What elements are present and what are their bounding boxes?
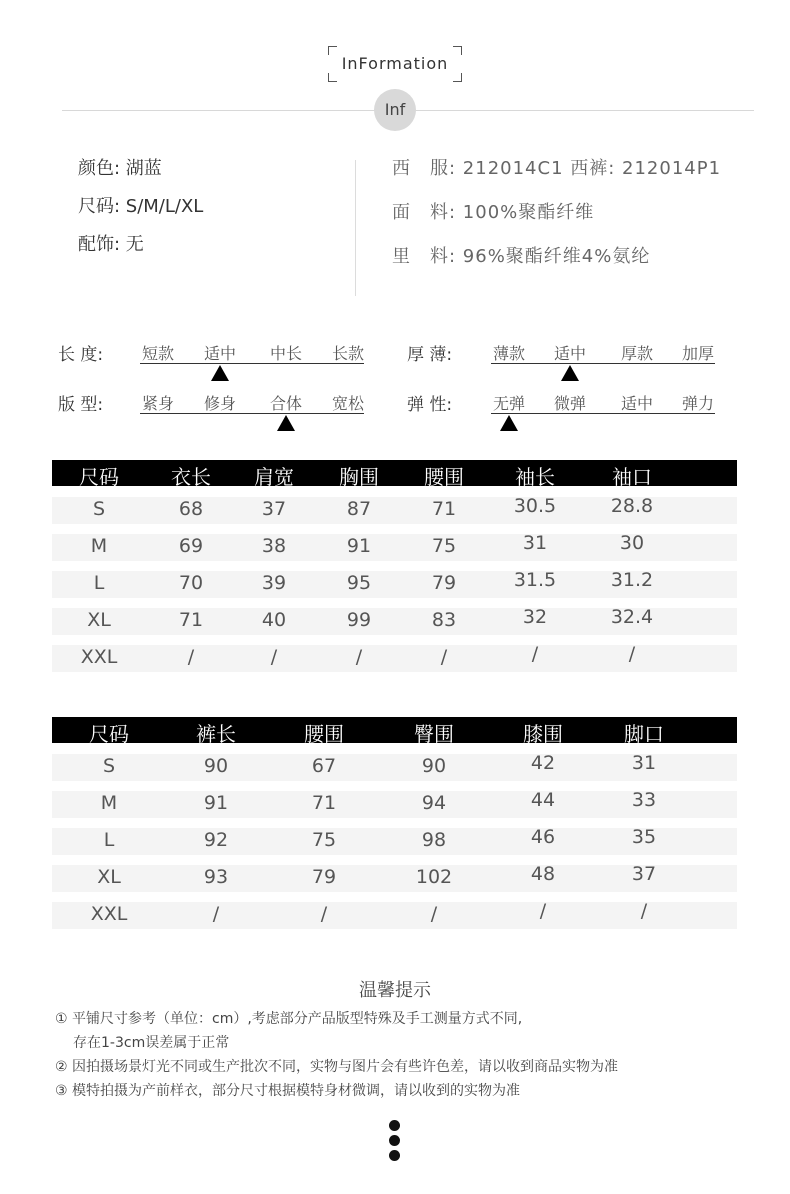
table-row: [52, 828, 737, 855]
scale-option-stretch-1: 微弹: [553, 394, 587, 413]
pants-header-0: 尺码: [89, 722, 129, 746]
jacket-cell-3-6: 32.4: [610, 606, 654, 628]
notes-title: 温馨提示: [359, 980, 431, 1001]
scale-option-thickness-2: 厚款: [620, 344, 654, 363]
table-row: [52, 645, 737, 672]
jacket-cell-0-6: 28.8: [610, 495, 654, 517]
pants-header-1: 裤长: [196, 722, 236, 746]
pants-header-3: 臀围: [414, 722, 454, 746]
jacket-cell-1-2: 38: [261, 535, 287, 557]
pants-cell-1-1: 91: [203, 792, 229, 814]
scale-label-stretch: 弹 性:: [407, 395, 453, 415]
jacket-cell-4-0: XXL: [80, 646, 118, 668]
pants-cell-0-5: 31: [631, 752, 657, 774]
jacket-cell-3-5: 32: [522, 606, 548, 628]
jacket-cell-4-1: /: [187, 646, 195, 668]
note-line-3: ② 因拍摄场景灯光不同或生产批次不同，实物与图片会有些许色差，请以收到商品实物为准: [55, 1059, 618, 1075]
jacket-cell-4-3: /: [355, 646, 363, 668]
pants-cell-1-4: 44: [530, 789, 556, 811]
jacket-cell-2-6: 31.2: [610, 569, 654, 591]
jacket-cell-3-1: 71: [178, 609, 204, 631]
jacket-header-row: [52, 460, 737, 489]
table-row: [52, 534, 737, 561]
pants-cell-0-1: 90: [203, 755, 229, 777]
scale-option-fit-3: 宽松: [331, 394, 365, 413]
pants-cell-3-2: 79: [311, 866, 337, 888]
jacket-cell-2-4: 79: [431, 572, 457, 594]
info-style-number: 西 服: 212014C1 西裤: 212014P1: [392, 158, 722, 179]
pants-cell-3-5: 37: [631, 863, 657, 885]
table-row: [52, 754, 737, 781]
scale-option-length-2: 中长: [269, 344, 303, 363]
scale-marker-stretch: [500, 415, 518, 431]
scale-label-fit: 版 型:: [58, 395, 104, 415]
pants-cell-1-3: 94: [421, 792, 447, 814]
pants-cell-3-4: 48: [530, 863, 556, 885]
note-line-1: ① 平铺尺寸参考（单位：cm）,考虑部分产品版型特殊及手工测量方式不同,: [55, 1011, 523, 1027]
table-row: [52, 608, 737, 635]
jacket-cell-3-3: 99: [346, 609, 372, 631]
pants-cell-2-2: 75: [311, 829, 337, 851]
scale-line-length: [140, 363, 364, 364]
more-dot-3: [389, 1150, 400, 1161]
scale-option-thickness-3: 加厚: [681, 344, 715, 363]
jacket-cell-1-5: 31: [522, 532, 548, 554]
jacket-cell-0-1: 68: [178, 498, 204, 520]
info-divider: [355, 160, 356, 296]
jacket-header-3: 胸围: [339, 465, 379, 489]
jacket-cell-0-3: 87: [346, 498, 372, 520]
scale-option-length-1: 适中: [203, 344, 237, 363]
table-row: [52, 865, 737, 892]
scale-marker-thickness: [561, 365, 579, 381]
pants-cell-3-3: 102: [415, 866, 453, 888]
pants-cell-4-2: /: [320, 903, 328, 925]
pants-cell-4-0: XXL: [90, 903, 128, 925]
scale-line-stretch: [491, 413, 715, 414]
table-row: [52, 791, 737, 818]
jacket-header-4: 腰围: [424, 465, 464, 489]
jacket-cell-2-5: 31.5: [513, 569, 557, 591]
jacket-cell-1-3: 91: [346, 535, 372, 557]
scale-label-thickness: 厚 薄:: [407, 345, 453, 365]
scale-marker-length: [211, 365, 229, 381]
jacket-cell-0-0: S: [92, 498, 106, 520]
jacket-header-0: 尺码: [79, 465, 119, 489]
pants-cell-0-3: 90: [421, 755, 447, 777]
section-title-frame: [328, 46, 462, 82]
pants-header-5: 脚口: [624, 722, 664, 746]
jacket-cell-0-4: 71: [431, 498, 457, 520]
pants-cell-4-3: /: [430, 903, 438, 925]
jacket-cell-4-6: /: [628, 643, 636, 665]
scale-option-fit-1: 修身: [203, 394, 237, 413]
section-title: InFormation: [341, 54, 449, 73]
jacket-cell-2-0: L: [93, 572, 105, 594]
info-color: 颜色: 湖蓝: [78, 158, 162, 179]
jacket-cell-3-0: XL: [87, 609, 111, 631]
scale-option-fit-2: 合体: [269, 394, 303, 413]
pants-cell-3-1: 93: [203, 866, 229, 888]
pants-cell-2-3: 98: [421, 829, 447, 851]
scale-option-stretch-0: 无弹: [492, 394, 526, 413]
info-accessory: 配饰: 无: [78, 234, 144, 255]
jacket-cell-1-1: 69: [178, 535, 204, 557]
pants-cell-0-2: 67: [311, 755, 337, 777]
info-badge: Inf: [374, 89, 416, 131]
jacket-cell-1-6: 30: [619, 532, 645, 554]
pants-cell-2-4: 46: [530, 826, 556, 848]
jacket-cell-4-2: /: [270, 646, 278, 668]
scale-option-length-3: 长款: [331, 344, 365, 363]
pants-cell-4-1: /: [212, 903, 220, 925]
scale-option-stretch-3: 弹力: [681, 394, 715, 413]
info-sizes: 尺码: S/M/L/XL: [78, 196, 204, 217]
jacket-cell-0-5: 30.5: [513, 495, 557, 517]
jacket-cell-1-0: M: [90, 535, 108, 557]
scale-line-fit: [140, 413, 364, 414]
jacket-header-1: 衣长: [171, 465, 211, 489]
scale-option-thickness-1: 适中: [553, 344, 587, 363]
info-lining: 里 料: 96%聚酯纤维4%氨纶: [392, 246, 651, 267]
pants-cell-2-1: 92: [203, 829, 229, 851]
info-fabric: 面 料: 100%聚酯纤维: [392, 202, 595, 223]
pants-header-row: [52, 717, 737, 746]
table-row: [52, 497, 737, 524]
jacket-cell-3-2: 40: [261, 609, 287, 631]
pants-cell-2-5: 35: [631, 826, 657, 848]
jacket-cell-4-4: /: [440, 646, 448, 668]
note-line-4: ③ 模特拍摄为产前样衣，部分尺寸根据模特身材微调，请以收到的实物为准: [55, 1083, 520, 1099]
more-dot-2: [389, 1135, 400, 1146]
pants-header-2: 腰围: [304, 722, 344, 746]
jacket-cell-1-4: 75: [431, 535, 457, 557]
scale-option-fit-0: 紧身: [141, 394, 175, 413]
jacket-cell-3-4: 83: [431, 609, 457, 631]
jacket-cell-2-1: 70: [178, 572, 204, 594]
scale-line-thickness: [491, 363, 715, 364]
jacket-cell-4-5: /: [531, 643, 539, 665]
jacket-header-5: 袖长: [515, 465, 555, 489]
scale-option-length-0: 短款: [141, 344, 175, 363]
table-row: [52, 902, 737, 929]
more-dot-1: [389, 1120, 400, 1131]
pants-cell-1-0: M: [100, 792, 118, 814]
pants-cell-4-4: /: [539, 900, 547, 922]
jacket-header-2: 肩宽: [254, 465, 294, 489]
pants-cell-0-0: S: [102, 755, 116, 777]
pants-header-4: 膝围: [523, 722, 563, 746]
pants-cell-0-4: 42: [530, 752, 556, 774]
note-line-2: 存在1-3cm误差属于正常: [73, 1035, 230, 1051]
table-row: [52, 571, 737, 598]
pants-cell-2-0: L: [103, 829, 115, 851]
pants-cell-4-5: /: [640, 900, 648, 922]
pants-cell-3-0: XL: [97, 866, 121, 888]
pants-cell-1-2: 71: [311, 792, 337, 814]
scale-option-thickness-0: 薄款: [492, 344, 526, 363]
scale-label-length: 长 度:: [58, 345, 104, 365]
jacket-cell-2-3: 95: [346, 572, 372, 594]
jacket-cell-0-2: 37: [261, 498, 287, 520]
pants-cell-1-5: 33: [631, 789, 657, 811]
scale-option-stretch-2: 适中: [620, 394, 654, 413]
jacket-cell-2-2: 39: [261, 572, 287, 594]
jacket-header-6: 袖口: [612, 465, 652, 489]
scale-marker-fit: [277, 415, 295, 431]
